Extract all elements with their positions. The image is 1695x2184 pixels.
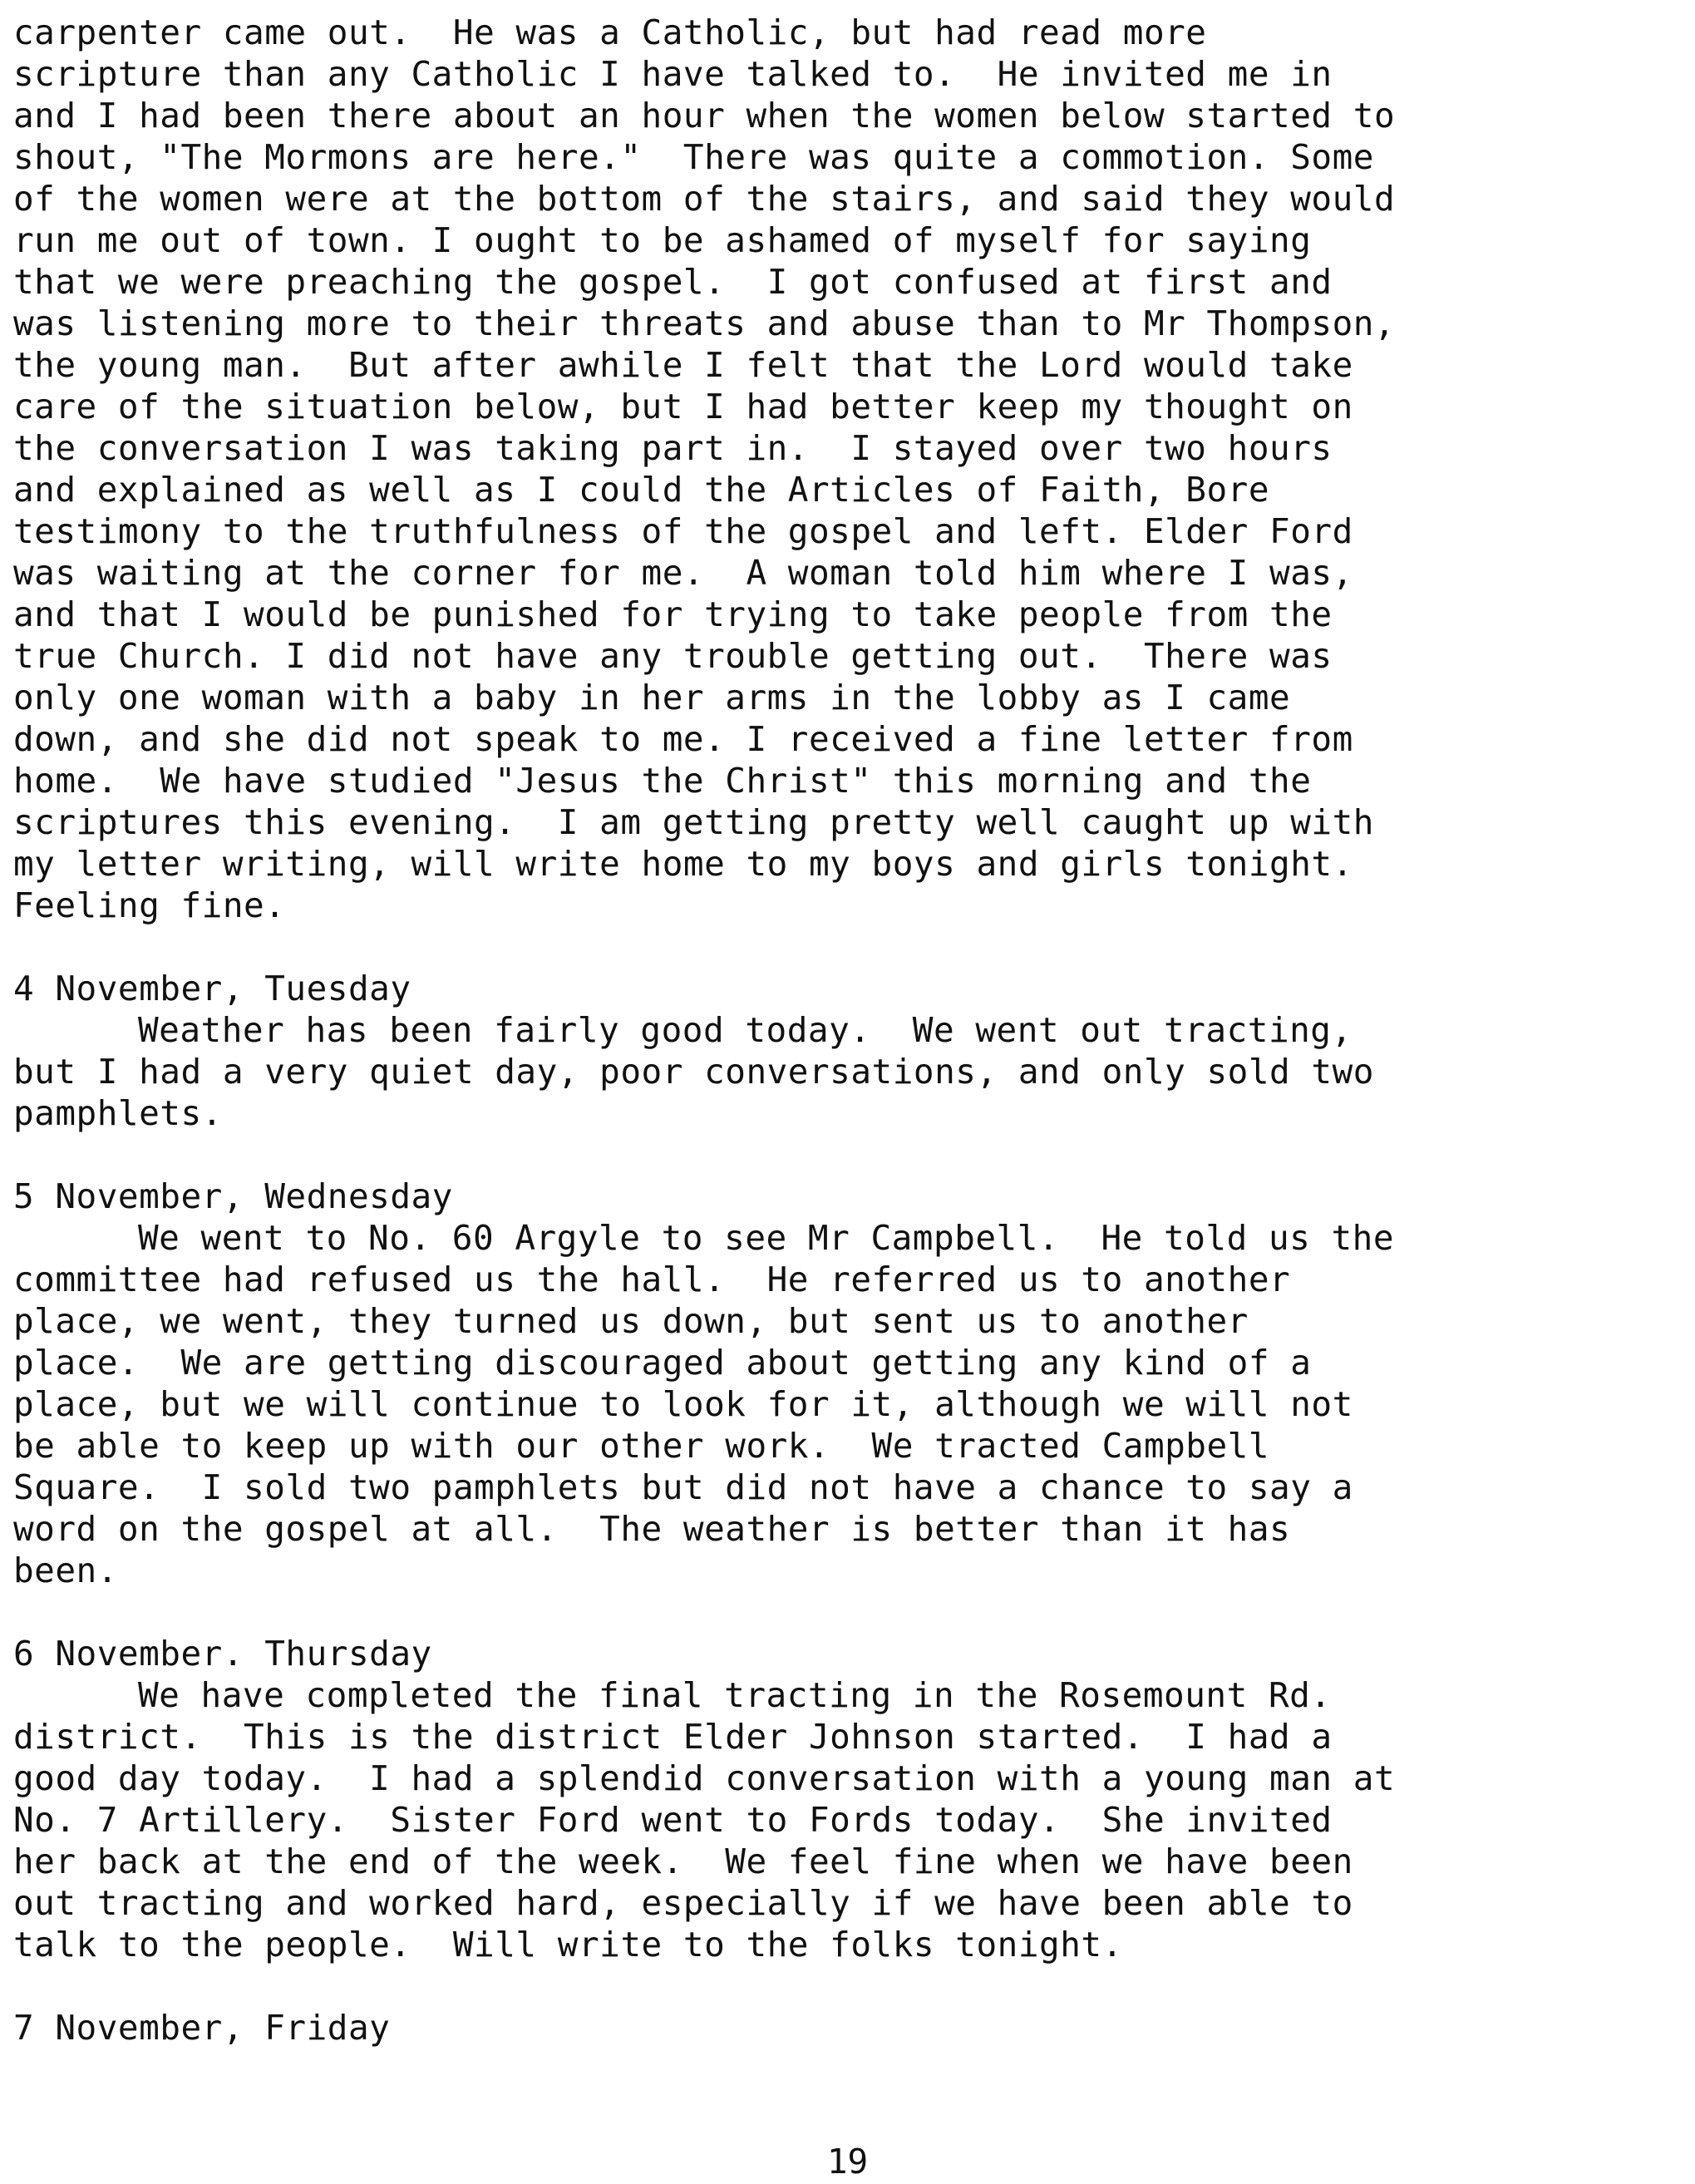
entry-date-heading: 7 November, Friday (13, 2008, 391, 2048)
text-line: We have completed the final tracting in the Rosemount Rd. (138, 1675, 1332, 1715)
entry-date-heading: 6 November. Thursday (13, 1634, 432, 1674)
text-line: that we were preaching the gospel. I got confused at first and (13, 262, 1333, 302)
text-line: was listening more to their threats and abuse than to Mr Thompson, (13, 303, 1396, 343)
text-line: true Church. I did not have any trouble getting out. There was (13, 636, 1333, 676)
text-line: word on the gospel at all. The weather is better than it has (13, 1509, 1291, 1549)
journal-entry-nov-4 (13, 968, 1684, 1134)
text-line: been. (13, 1550, 118, 1590)
text-line: place, but we will continue to look for it, although we will not (13, 1384, 1353, 1424)
paragraph-gap (13, 1134, 1684, 1176)
text-line: my letter writing, will write home to my boys and girls tonight. (13, 844, 1353, 884)
text-line: only one woman with a baby in her arms in the lobby as I came (13, 678, 1291, 717)
text-line: shout, "The Mormons are here." There was quite a commotion. Some (13, 137, 1374, 177)
text-line: place, we went, they turned us down, but sent us to another (13, 1301, 1249, 1341)
entry-date-heading: 4 November, Tuesday (13, 969, 411, 1008)
text-line: carpenter came out. He was a Catholic, but had read more (13, 12, 1207, 52)
text-line: down, and she did not speak to me. I received a fine letter from (13, 719, 1353, 759)
document-page (13, 12, 1684, 2048)
journal-entry-nov-5 (13, 1176, 1684, 1591)
text-line: and I had been there about an hour when the women below started to (13, 96, 1396, 136)
text-line: testimony to the truthfulness of the gospel and left. Elder Ford (13, 511, 1353, 551)
text-line: her back at the end of the week. We feel fine when we have been (13, 1841, 1353, 1881)
text-line: pamphlets. (13, 1093, 223, 1133)
text-line: and explained as well as I could the Articles of Faith, Bore (13, 470, 1270, 510)
paragraph-gap (13, 1591, 1684, 1633)
text-line: run me out of town. I ought to be ashamed of myself for saying (13, 220, 1312, 260)
text-line: out tracting and worked hard, especially if we have been able to (13, 1883, 1353, 1923)
text-line: of the women were at the bottom of the stairs, and said they would (13, 179, 1396, 219)
intro-paragraph (13, 12, 1684, 926)
text-line: Square. I sold two pamphlets but did not have a chance to say a (13, 1467, 1353, 1507)
text-line: Weather has been fairly good today. We went out tracting, (138, 1010, 1353, 1050)
text-line: care of the situation below, but I had better keep my thought on (13, 387, 1353, 426)
text-line: We went to No. 60 Argyle to see Mr Campbell. He told us the (138, 1218, 1395, 1258)
text-line: talk to the people. Will write to the folks tonight. (13, 1925, 1123, 1965)
journal-entry-nov-7 (13, 2007, 1684, 2048)
text-line: place. We are getting discouraged about getting any kind of a (13, 1343, 1312, 1383)
page-number: 19 (826, 2142, 869, 2182)
text-line: No. 7 Artillery. Sister Ford went to Fords today. She invited (13, 1800, 1333, 1840)
text-line: home. We have studied "Jesus the Christ" this morning and the (13, 761, 1312, 801)
text-line: the young man. But after awhile I felt that the Lord would take (13, 345, 1353, 385)
text-line: committee had refused us the hall. He referred us to another (13, 1260, 1291, 1299)
text-line: scriptures this evening. I am getting pretty well caught up with (13, 802, 1374, 842)
text-line: district. This is the district Elder Johnson started. I had a (13, 1717, 1333, 1757)
paragraph-gap (13, 1965, 1684, 2007)
text-line: and that I would be punished for trying to take people from the (13, 594, 1333, 634)
journal-entry-nov-6 (13, 1633, 1684, 1965)
paragraph-gap (13, 926, 1684, 968)
text-line: was waiting at the corner for me. A woman told him where I was, (13, 553, 1353, 593)
text-line: but I had a very quiet day, poor conversations, and only sold two (13, 1052, 1374, 1092)
text-line: the conversation I was taking part in. I stayed over two hours (13, 428, 1333, 468)
text-line: scripture than any Catholic I have talked to. He invited me in (13, 54, 1333, 94)
text-line: good day today. I had a splendid conversation with a young man at (13, 1758, 1396, 1798)
entry-date-heading: 5 November, Wednesday (13, 1176, 453, 1216)
text-line: Feeling fine. (13, 885, 286, 925)
text-line: be able to keep up with our other work. We tracted Campbell (13, 1426, 1270, 1466)
